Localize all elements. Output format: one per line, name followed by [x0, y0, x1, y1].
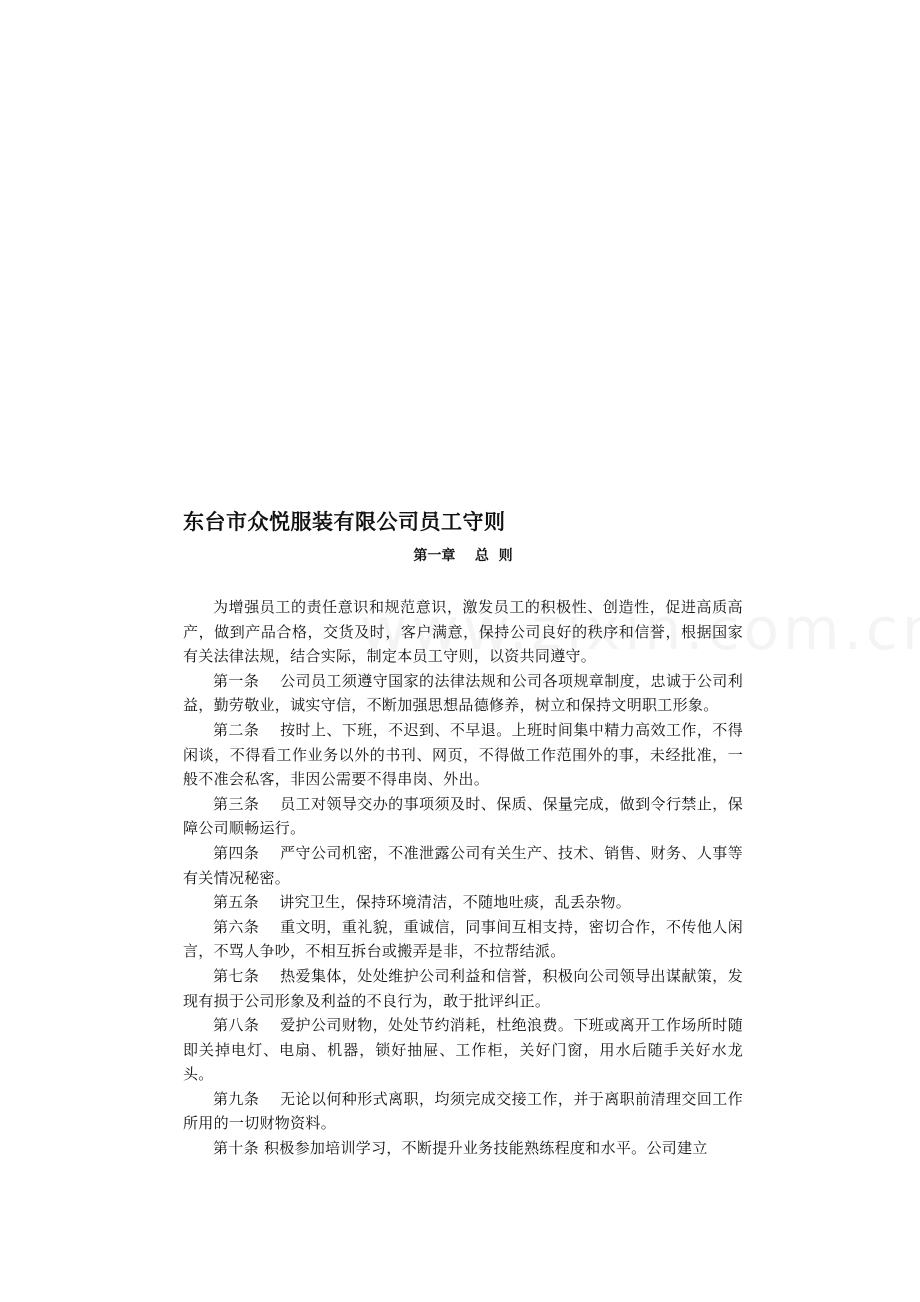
- article-number: 第六条: [213, 917, 260, 936]
- article-paragraph: [183, 718, 743, 792]
- article-number: 第八条: [213, 1016, 260, 1035]
- article-number: 第九条: [213, 1089, 260, 1108]
- article-number: 第十条: [213, 1139, 259, 1158]
- article-paragraph: [183, 1013, 743, 1087]
- article-number: 第一条: [213, 671, 260, 690]
- document-title: 东台市众悦服装有限公司员工守则: [183, 510, 506, 534]
- article-number: 第五条: [213, 893, 259, 912]
- article-paragraph: [183, 890, 743, 915]
- article-number: 第四条: [213, 843, 260, 862]
- article-list: [183, 669, 743, 1161]
- article-text: 按时上、下班，不迟到、不早退。上班时间集中精力高效工作，不得闲谈，不得看工作业务以外的书刊、网页，不得做工作范围外的事，未经批准，一般不准会私客，非因公需要不得串岗、外出。: [183, 720, 743, 789]
- article-paragraph: [183, 792, 743, 841]
- article-text: 公司员工须遵守国家的法律法规和公司各项规章制度，忠诚于公司利益，勤劳敬业，诚实守信，不断加强思想品德修养，树立和保持文明职工形象。: [183, 671, 743, 715]
- article-number: 第三条: [213, 794, 260, 813]
- article-paragraph: [183, 1087, 743, 1136]
- intro-paragraph: 为增强员工的责任意识和规范意识，激发员工的积极性、创造性，促进高质高产，做到产品合格，交货及时，客户满意，保持公司良好的秩序和信誉，根据国家有关法律法规，结合实际，制定本员工守则，以资共同遵守。: [183, 598, 743, 666]
- article-text: 讲究卫生，保持环境清洁，不随地吐痰，乱丢杂物。: [279, 893, 632, 912]
- article-text: 员工对领导交办的事项须及时、保质、保量完成，做到令行禁止，保障公司顺畅运行。: [183, 794, 743, 838]
- article-text: 无论以何种形式离职，均须完成交接工作，并于离职前清理交回工作所用的一切财物资料。: [183, 1089, 743, 1133]
- article-paragraph: [183, 1136, 743, 1161]
- article-paragraph: [183, 669, 743, 718]
- chapter-title: 第一章 总 则: [413, 548, 513, 564]
- document-body: [183, 507, 743, 1161]
- article-number: 第七条: [213, 966, 260, 985]
- article-text: 热爱集体，处处维护公司利益和信誉，积极向公司领导出谋献策，发现有损于公司形象及利益的不良行为，敢于批评纠正。: [183, 966, 743, 1010]
- article-number: 第二条: [213, 720, 260, 739]
- article-text: 严守公司机密，不准泄露公司有关生产、技术、销售、财务、人事等有关情况秘密。: [183, 843, 743, 887]
- article-text: 爱护公司财物，处处节约消耗，杜绝浪费。下班或离开工作场所时随即关掉电灯、电扇、机器，锁好抽屉、工作柜，关好门窗，用水后随手关好水龙头。: [183, 1016, 743, 1084]
- article-text: 积极参加培训学习，不断提升业务技能熟练程度和水平。公司建立: [263, 1139, 708, 1158]
- article-paragraph: [183, 841, 743, 890]
- article-paragraph: [183, 915, 743, 964]
- article-text: 重文明，重礼貌，重诚信，同事间互相支持，密切合作，不传他人闲言，不骂人争吵，不相互拆台或搬弄是非，不拉帮结派。: [183, 917, 743, 961]
- article-paragraph: [183, 964, 743, 1013]
